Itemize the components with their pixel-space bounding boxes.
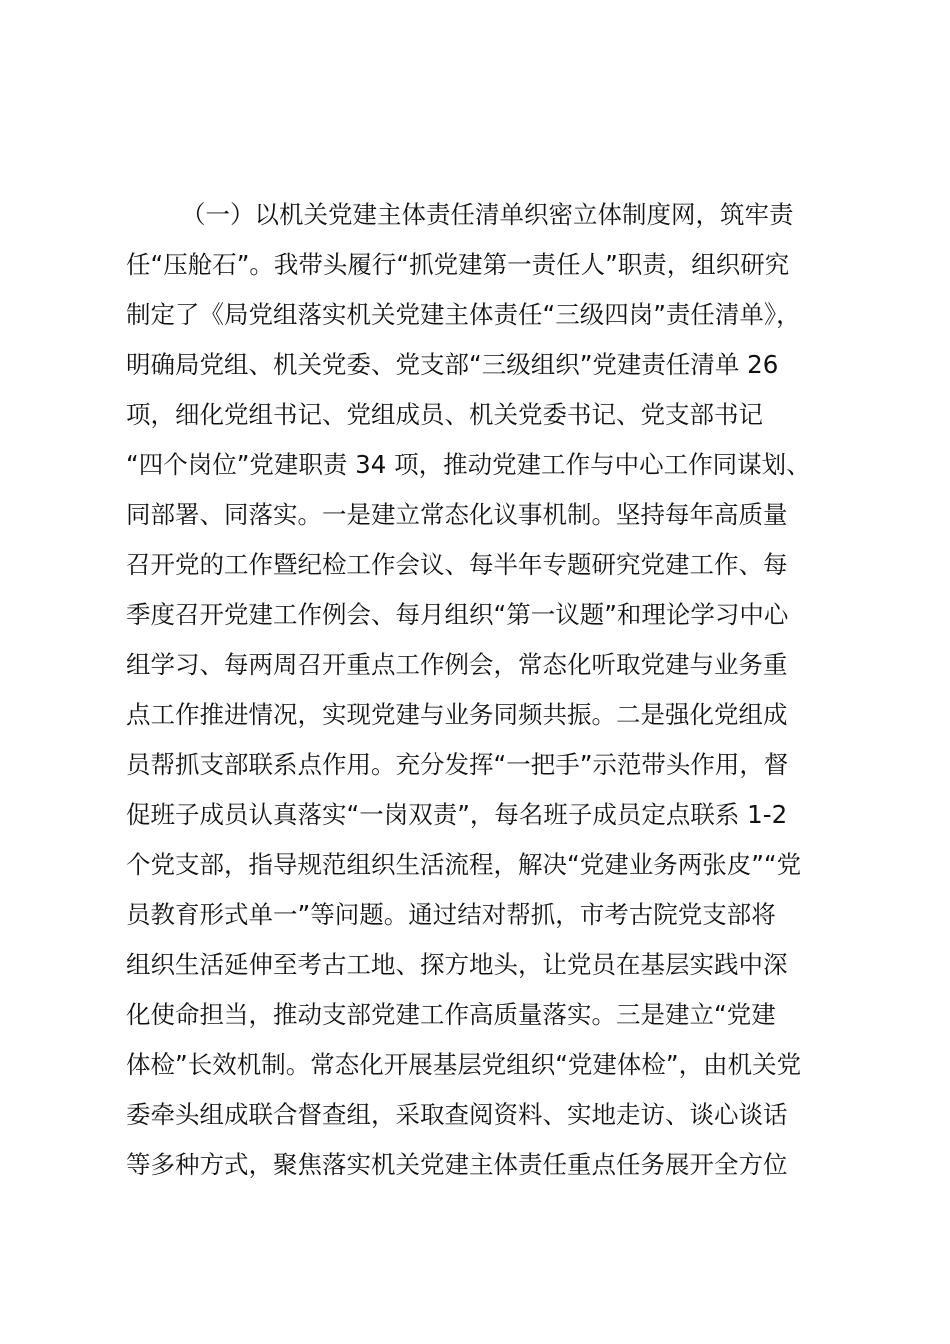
text-line: 委牵头组成联合督查组，采取查阅资料、实地走访、谈心谈话 (126, 1100, 788, 1129)
text-line: （一）以机关党建主体责任清单织密立体制度网，筑牢责 (181, 200, 794, 229)
text-line: 体检”长效机制。常态化开展基层党组织“党建体检”，由机关党 (126, 1050, 802, 1079)
text-line: 召开党的工作暨纪检工作会议、每半年专题研究党建工作、每 (126, 550, 788, 579)
text-line: 季度召开党建工作例会、每月组织“第一议题”和理论学习中心 (126, 600, 789, 629)
text-line: 化使命担当，推动支部党建工作高质量落实。三是建立“党建 (126, 1000, 776, 1029)
text-line: “四个岗位”党建职责 34 项，推动党建工作与中心工作同谋划、 (126, 450, 811, 479)
text-line: 任“压舱石”。我带头履行“抓党建第一责任人”职责，组织研究 (126, 250, 790, 279)
text-line: 点工作推进情况，实现党建与业务同频共振。二是强化党组成 (126, 700, 788, 729)
text-line: 组学习、每两周召开重点工作例会，常态化听取党建与业务重 (126, 650, 788, 679)
text-line: 员教育形式单一”等问题。通过结对帮抓，市考古院党支部将 (126, 900, 776, 929)
text-line: 组织生活延伸至考古工地、探方地头，让党员在基层实践中深 (126, 950, 788, 979)
text-line: 同部署、同落实。一是建立常态化议事机制。坚持每年高质量 (126, 500, 788, 529)
text-line: 等多种方式，聚焦落实机关党建主体责任重点任务展开全方位 (126, 1150, 788, 1179)
text-line: 员帮抓支部联系点作用。充分发挥“一把手”示范带头作用，督 (126, 750, 789, 779)
text-line: 个党支部，指导规范组织生活流程，解决“党建业务两张皮”“党 (126, 850, 802, 879)
text-line: 明确局党组、机关党委、党支部“三级组织”党建责任清单 26 (126, 350, 779, 379)
text-line: 促班子成员认真落实“一岗双责”，每名班子成员定点联系 1-2 (126, 800, 788, 829)
text-line: 项，细化党组书记、党组成员、机关党委书记、党支部书记 (126, 400, 763, 429)
text-line: 制定了《局党组落实机关党建主体责任“三级四岗”责任清单》， (126, 300, 801, 329)
body-paragraph (126, 190, 846, 1190)
